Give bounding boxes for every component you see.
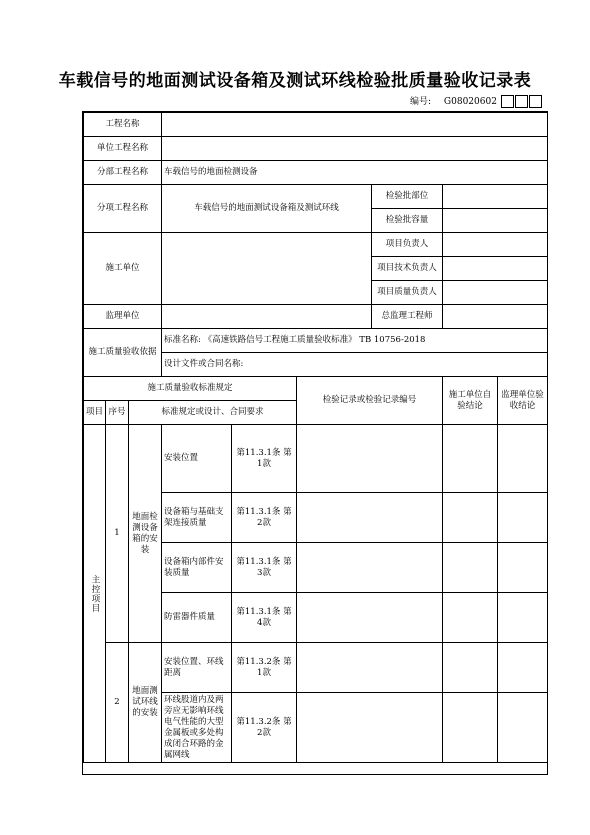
header-construction-result: 施工单位自验结论 [443, 377, 498, 425]
label-main-control [84, 425, 106, 763]
value-inspection-lot-capacity[interactable] [443, 209, 548, 233]
item-record[interactable] [297, 643, 443, 693]
header-seq: 序号 [106, 401, 129, 425]
group-seq: 2 [106, 643, 129, 763]
header-supervision-result: 监理单位验收结论 [498, 377, 548, 425]
item-record[interactable] [297, 693, 443, 763]
acceptance-form-table [83, 112, 548, 763]
label-chief-supervisor: 总监理工程师 [372, 305, 443, 329]
label-subitem-project: 分项工程名称 [84, 185, 162, 233]
code-label: 编号: [410, 96, 432, 107]
value-project-name[interactable] [162, 113, 548, 137]
label-project-manager: 项目负责人 [372, 233, 443, 257]
value-unit-project[interactable] [162, 137, 548, 161]
item-requirement: 环线股道内及两旁应无影响环线电气性能的大型金属板或多处构成闭合环路的金属网线 [162, 693, 232, 763]
value-quality-manager[interactable] [443, 281, 548, 305]
item-supervision-result[interactable] [498, 543, 548, 593]
header-standard: 施工质量验收标准规定 [84, 377, 297, 401]
value-standard-name[interactable]: 标准名称: 《高速铁路信号工程施工质量验收标准》 TB 10756-2018 [162, 329, 548, 353]
form-code [410, 95, 542, 108]
item-construction-result[interactable] [443, 493, 498, 543]
item-supervision-result[interactable] [498, 493, 548, 543]
group-name: 地面测试环线的安装 [129, 643, 162, 763]
item-requirement: 安装位置、环线距离 [162, 643, 232, 693]
item-supervision-result[interactable] [498, 693, 548, 763]
label-inspection-lot-location: 检验批部位 [372, 185, 443, 209]
value-subitem-project[interactable]: 车载信号的地面测试设备箱及测试环线 [162, 185, 372, 233]
header-spec: 标准规定或设计、合同要求 [129, 401, 297, 425]
item-clause: 第11.3.1条 第3款 [232, 543, 297, 593]
label-unit-project: 单位工程名称 [84, 137, 162, 161]
item-requirement: 设备箱内部件安装质量 [162, 543, 232, 593]
label-construction-unit: 施工单位 [84, 233, 162, 305]
item-clause: 第11.3.2条 第1款 [232, 643, 297, 693]
group-seq: 1 [106, 425, 129, 643]
header-record: 检验记录或检验记录编号 [297, 377, 443, 425]
item-clause: 第11.3.1条 第1款 [232, 425, 297, 493]
value-division-project[interactable]: 车载信号的地面检测设备 [162, 161, 548, 185]
item-supervision-result[interactable] [498, 643, 548, 693]
label-quality-manager: 项目质量负责人 [372, 281, 443, 305]
item-record[interactable] [297, 543, 443, 593]
item-clause: 第11.3.1条 第2款 [232, 493, 297, 543]
code-box-3[interactable] [529, 95, 542, 108]
code-box-1[interactable] [501, 95, 514, 108]
item-construction-result[interactable] [443, 643, 498, 693]
value-supervision-unit[interactable] [162, 305, 372, 329]
item-clause: 第11.3.1条 第4款 [232, 593, 297, 643]
item-clause: 第11.3.2条 第2款 [232, 693, 297, 763]
code-value: G08020602 [443, 96, 497, 107]
value-chief-supervisor[interactable] [443, 305, 548, 329]
label-project-name: 工程名称 [84, 113, 162, 137]
main-control-text: 主控项目 [90, 574, 100, 613]
label-tech-manager: 项目技术负责人 [372, 257, 443, 281]
label-inspection-lot-capacity: 检验批容量 [372, 209, 443, 233]
item-record[interactable] [297, 425, 443, 493]
item-requirement: 安装位置 [162, 425, 232, 493]
item-construction-result[interactable] [443, 693, 498, 763]
item-record[interactable] [297, 493, 443, 543]
item-record[interactable] [297, 593, 443, 643]
label-division-project: 分部工程名称 [84, 161, 162, 185]
value-inspection-lot-location[interactable] [443, 185, 548, 209]
item-requirement: 防雷器件质量 [162, 593, 232, 643]
item-supervision-result[interactable] [498, 593, 548, 643]
code-box-2[interactable] [515, 95, 528, 108]
value-project-manager[interactable] [443, 233, 548, 257]
item-requirement: 设备箱与基础支架连接质量 [162, 493, 232, 543]
item-construction-result[interactable] [443, 593, 498, 643]
label-supervision-unit: 监理单位 [84, 305, 162, 329]
label-basis: 施工质量验收依据 [84, 329, 162, 377]
item-construction-result[interactable] [443, 543, 498, 593]
item-construction-result[interactable] [443, 425, 498, 493]
value-design-doc[interactable]: 设计文件或合同名称: [162, 353, 548, 377]
value-construction-unit[interactable] [162, 233, 372, 305]
group-name: 地面检测设备箱的安装 [129, 425, 162, 643]
header-item: 项目 [84, 401, 106, 425]
value-tech-manager[interactable] [443, 257, 548, 281]
form-title: 车载信号的地面测试设备箱及测试环线检验批质量验收记录表 [58, 71, 532, 91]
item-supervision-result[interactable] [498, 425, 548, 493]
